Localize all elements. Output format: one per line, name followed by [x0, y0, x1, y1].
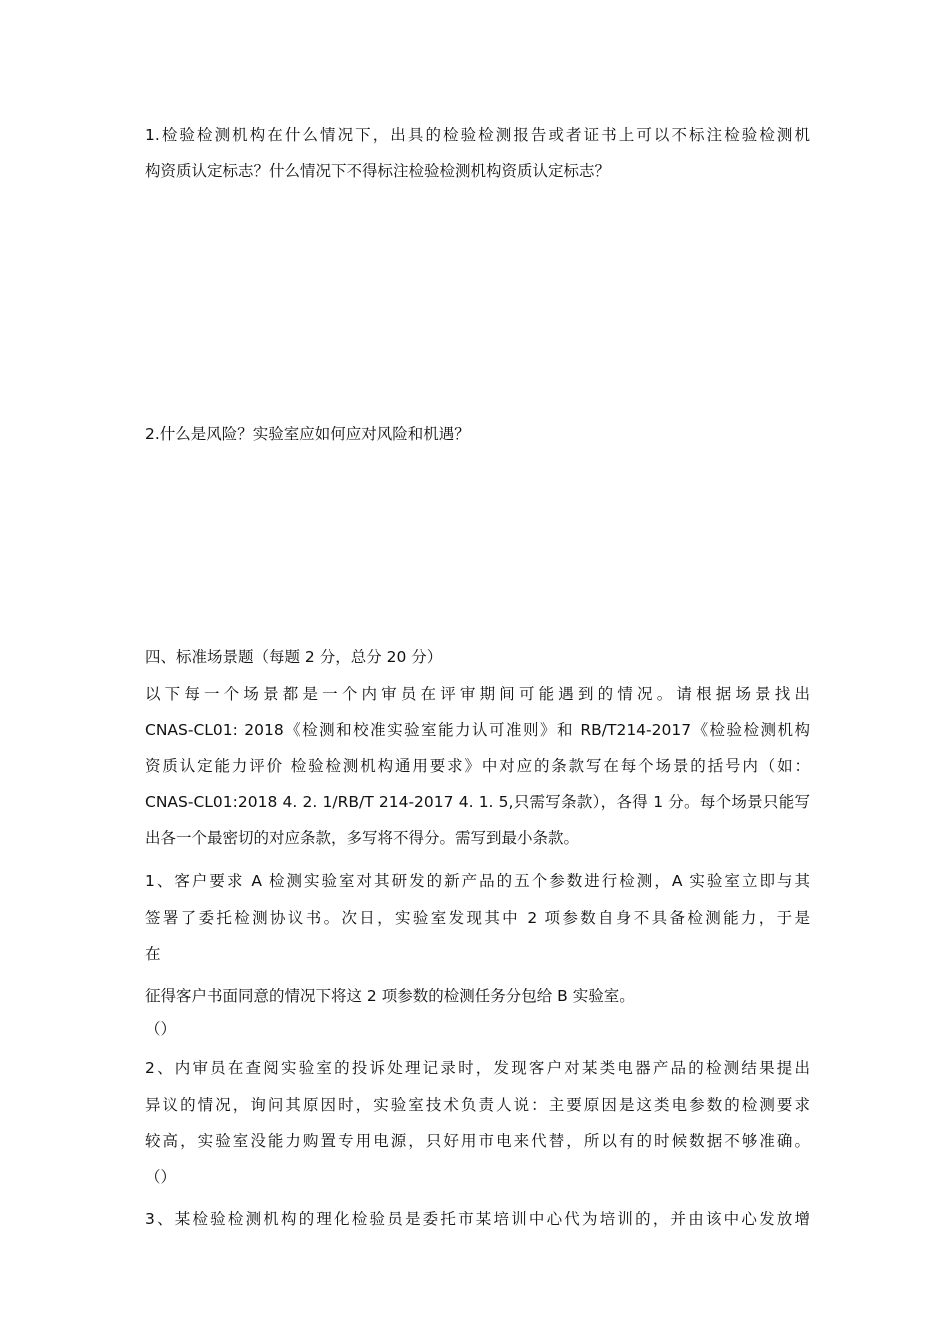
scenario-2-line-1: 2、内审员在查阅实验室的投诉处理记录时，发现客户对某类电器产品的检测结果提出: [145, 1059, 810, 1077]
section-4-instruction-line-3: 资质认定能力评价 检验检测机构通用要求》中对应的条款写在每个场景的括号内（如：: [145, 757, 810, 775]
question-1-line-2: 构资质认定标志？什么情况下不得标注检验检测机构资质认定标志？: [145, 162, 611, 180]
section-4-instruction-line-1: 以下每一个场景都是一个内审员在评审期间可能遇到的情况。请根据场景找出: [145, 685, 810, 703]
scenario-1-line-1: 1、客户要求 A 检测实验室对其研发的新产品的五个参数进行检测，A 实验室立即与其: [145, 872, 810, 890]
section-4-instruction-line-4: CNAS-CL01:2018 4. 2. 1/RB/T 214-2017 4. 1. 5,只需写条款），各得 1 分。每个场景只能写: [145, 793, 810, 811]
scenario-1-line-2: 签署了委托检测协议书。次日，实验室发现其中 2 项参数自身不具备检测能力，于是: [145, 909, 810, 927]
scenario-3-line-1: 3、某检验检测机构的理化检验员是委托市某培训中心代为培训的，并由该中心发放增: [145, 1210, 810, 1228]
section-4-heading: 四、标准场景题（每题 2 分，总分 20 分）: [145, 648, 443, 666]
question-1-line-1: 1.检验检测机构在什么情况下，出具的检验检测报告或者证书上可以不标注检验检测机: [145, 126, 810, 144]
scenario-2-answer-blank: （）: [145, 1168, 177, 1186]
scenario-1-line-3: 在: [145, 945, 161, 963]
scenario-2-line-3: 较高，实验室没能力购置专用电源，只好用市电来代替，所以有的时候数据不够准确。: [145, 1132, 810, 1150]
scenario-1-answer-blank: （）: [145, 1020, 177, 1038]
section-4-instruction-line-5: 出各一个最密切的对应条款，多写将不得分。需写到最小条款。: [145, 829, 580, 847]
scenario-1-line-4: 征得客户书面同意的情况下将这 2 项参数的检测任务分包给 B 实验室。: [145, 987, 635, 1005]
section-4-instruction-line-2: CNAS-CL01: 2018《检测和校准实验室能力认可准则》和 RB/T214-2017《检验检测机构: [145, 721, 810, 739]
question-2-line-1: 2.什么是风险？实验室应如何应对风险和机遇？: [145, 425, 470, 443]
scenario-2-line-2: 异议的情况，询问其原因时，实验室技术负责人说：主要原因是这类电参数的检测要求: [145, 1096, 810, 1114]
